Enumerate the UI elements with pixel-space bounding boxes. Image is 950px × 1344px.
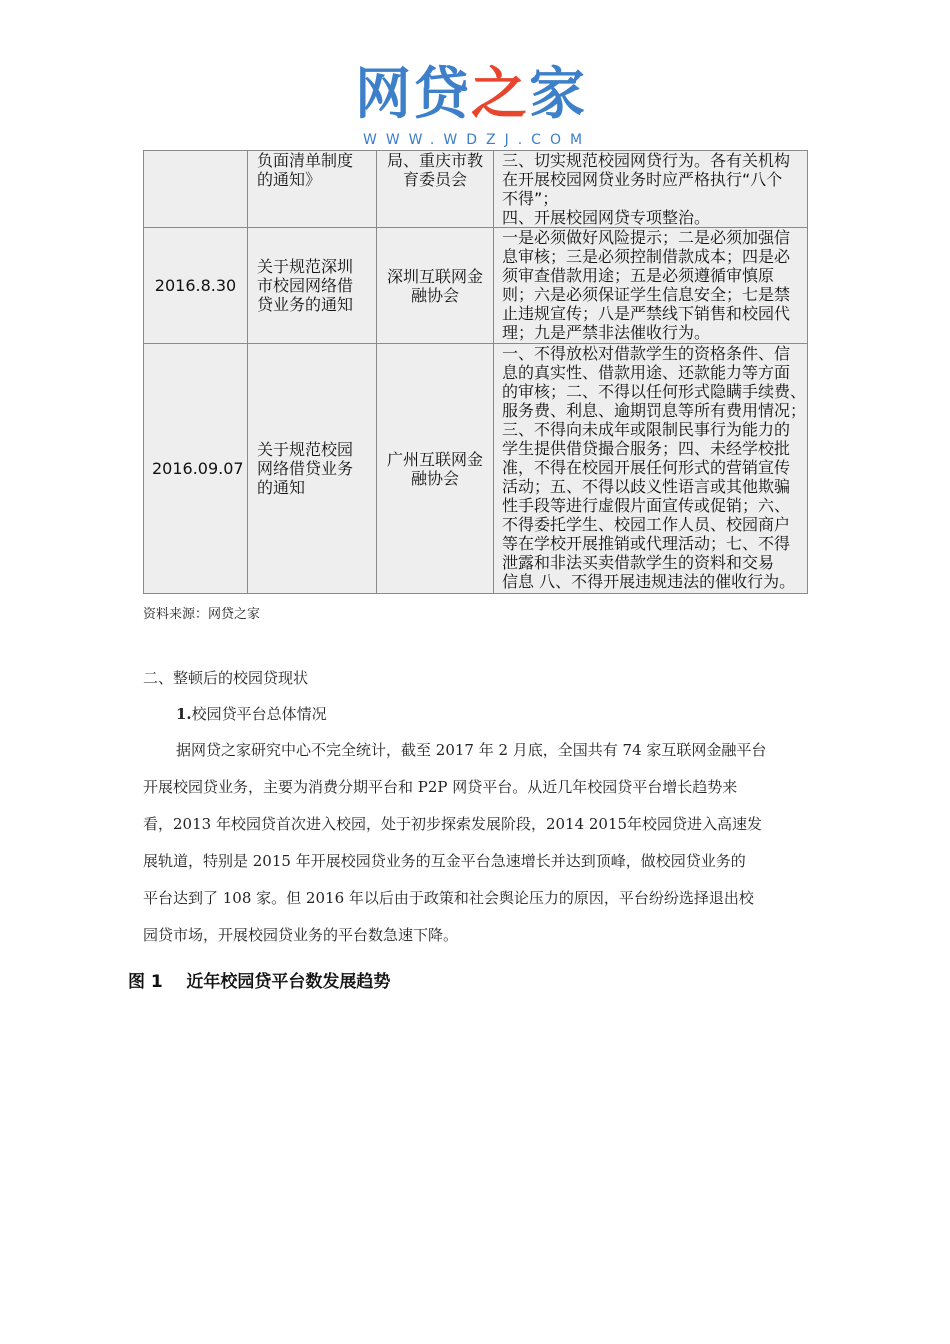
logo-url: WWW.WDZJ.COM: [363, 132, 592, 148]
org-cell: 局、重庆市教 育委员会: [377, 151, 494, 228]
logo-wordmark: 网贷之家: [355, 62, 587, 127]
policy-table: [143, 150, 808, 594]
content-cell: 一、不得放松对借款学生的资格条件、信 息的真实性、借款用途、还款能力等方面 的审核；二、不得以任何形式隐瞒手续费、 服务费、利息、逾期罚息等所有费用情况； 三、不得向未成年或限制民事行为能力的 学生提供借贷撮合服务；四、未经学校批 准，不得在校园开展任何形式的营销宣传 活动；五、不得以歧义性语言或其他欺骗 性手段等进行虚假片面宣传或促销；六、 不得委托学生、校园工作人员、校园商户 等在学校开展推销或代理活动；七、不得 泄露和非法买卖借款学生的资料和交易 信息 八、不得开展违规违法的催收行为。: [494, 344, 808, 594]
title-cell: 负面清单制度 的通知》: [248, 151, 377, 228]
title-cell: 关于规范深圳 市校园网络借 贷业务的通知: [248, 228, 377, 344]
content-cell: 一是必须做好风险提示；二是必须加强信 息审核；三是必须控制借款成本；四是必 须审查借款用途；五是必须遵循审慎原 则；六是必须保证学生信息安全；七是禁 止违规宣传；八是严禁线下销售和校园代 理；九是严禁非法催收行为。: [494, 228, 808, 344]
figure-title: 图 1 近年校园贷平台数发展趋势: [128, 972, 391, 992]
paragraph-line: 看，2013 年校园贷首次进入校园，处于初步探索发展阶段，2014 2015年校园贷进入高速发: [143, 815, 763, 833]
date-cell: [144, 151, 248, 228]
org-cell: 广州互联网金 融协会: [377, 344, 494, 594]
table-row: [144, 151, 808, 228]
title-cell: 关于规范校园 网络借贷业务 的通知: [248, 344, 377, 594]
paragraph-line: 园贷市场，开展校园贷业务的平台数急速下降。: [143, 926, 459, 944]
org-cell: 深圳互联网金 融协会: [377, 228, 494, 344]
body-paragraph: [143, 735, 808, 957]
content-cell: 三、切实规范校园网贷行为。各有关机构 在开展校园网贷业务时应严格执行“八个 不得”； 四、开展校园网贷专项整治。: [494, 151, 808, 228]
date-cell: 2016.8.30: [144, 228, 248, 344]
table-row: [144, 344, 808, 594]
source-note: 资料来源：网贷之家: [143, 607, 261, 622]
section-heading: 二、整顿后的校园贷现状: [143, 669, 309, 687]
table-row: [144, 228, 808, 344]
wdzj-logo: [355, 62, 600, 154]
date-cell: 2016.09.07: [144, 344, 248, 594]
paragraph-line: 展轨道，特别是 2015 年开展校园贷业务的互金平台急速增长并达到顶峰，做校园贷业务的: [143, 852, 746, 870]
subsection-heading: 1.校园贷平台总体情况: [176, 705, 327, 723]
paragraph-line: 据网贷之家研究中心不完全统计，截至 2017 年 2 月底，全国共有 74 家互联网金融平台: [176, 741, 767, 759]
paragraph-line: 平台达到了 108 家。但 2016 年以后由于政策和社会舆论压力的原因，平台纷纷选择退出校: [143, 889, 754, 907]
paragraph-line: 开展校园贷业务，主要为消费分期平台和 P2P 网贷平台。从近几年校园贷平台增长趋势来: [143, 778, 738, 796]
